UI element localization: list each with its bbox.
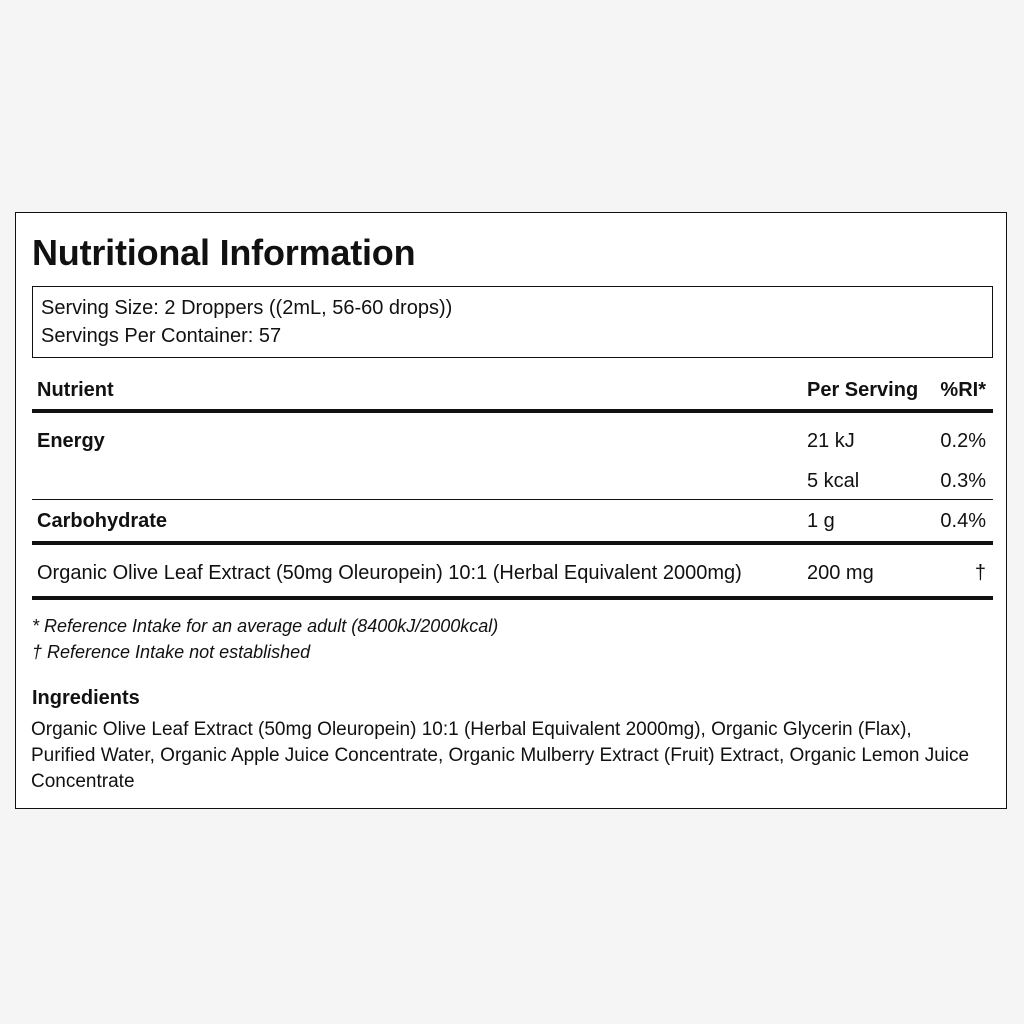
table-row-olive-leaf-extract (32, 545, 993, 600)
ri-value: † (974, 562, 986, 584)
table-row-carbohydrate (32, 500, 993, 545)
servings-per-container: Servings Per Container: 57 (41, 325, 282, 347)
per-serving-value: 5 kcal (807, 470, 860, 492)
ingredients-heading: Ingredients (32, 687, 140, 709)
header-ri: %RI* (940, 379, 986, 401)
nutrition-label-panel (15, 212, 1007, 809)
ri-value: 0.3% (940, 470, 986, 492)
per-serving-value: 21 kJ (807, 430, 855, 452)
nutrition-table (32, 371, 993, 600)
serving-info-box (32, 286, 993, 358)
nutrient-name: Carbohydrate (37, 510, 168, 532)
ingredients-text: Organic Olive Leaf Extract (50mg Oleuropein) 10:1 (Herbal Equivalent 2000mg), Organic Glycerin (Flax), Purified Water, Organic Apple Juice Concentrate, Organic Mulberry Extract (Fruit) Extract, Organic Lemon Juice Concentrate (31, 719, 970, 792)
label-title: Nutritional Information (32, 232, 416, 273)
per-serving-value: 200 mg (807, 562, 874, 584)
header-per-serving: Per Serving (807, 379, 919, 401)
serving-size: Serving Size: 2 Droppers ((2mL, 56-60 drops)) (41, 297, 453, 319)
header-nutrient: Nutrient (37, 379, 114, 401)
footnote-not-established: † Reference Intake not established (32, 642, 311, 662)
footnote-reference-intake: * Reference Intake for an average adult (8400kJ/2000kcal) (32, 616, 499, 636)
per-serving-value: 1 g (807, 510, 835, 532)
footnotes (32, 613, 498, 665)
nutrient-name: Energy (37, 430, 105, 452)
ri-value: 0.4% (940, 510, 986, 532)
table-row-energy (32, 413, 993, 500)
nutrient-name: Organic Olive Leaf Extract (50mg Oleuropein) 10:1 (Herbal Equivalent 2000mg) (37, 562, 742, 584)
ri-value: 0.2% (940, 430, 986, 452)
table-header-row (32, 371, 993, 413)
